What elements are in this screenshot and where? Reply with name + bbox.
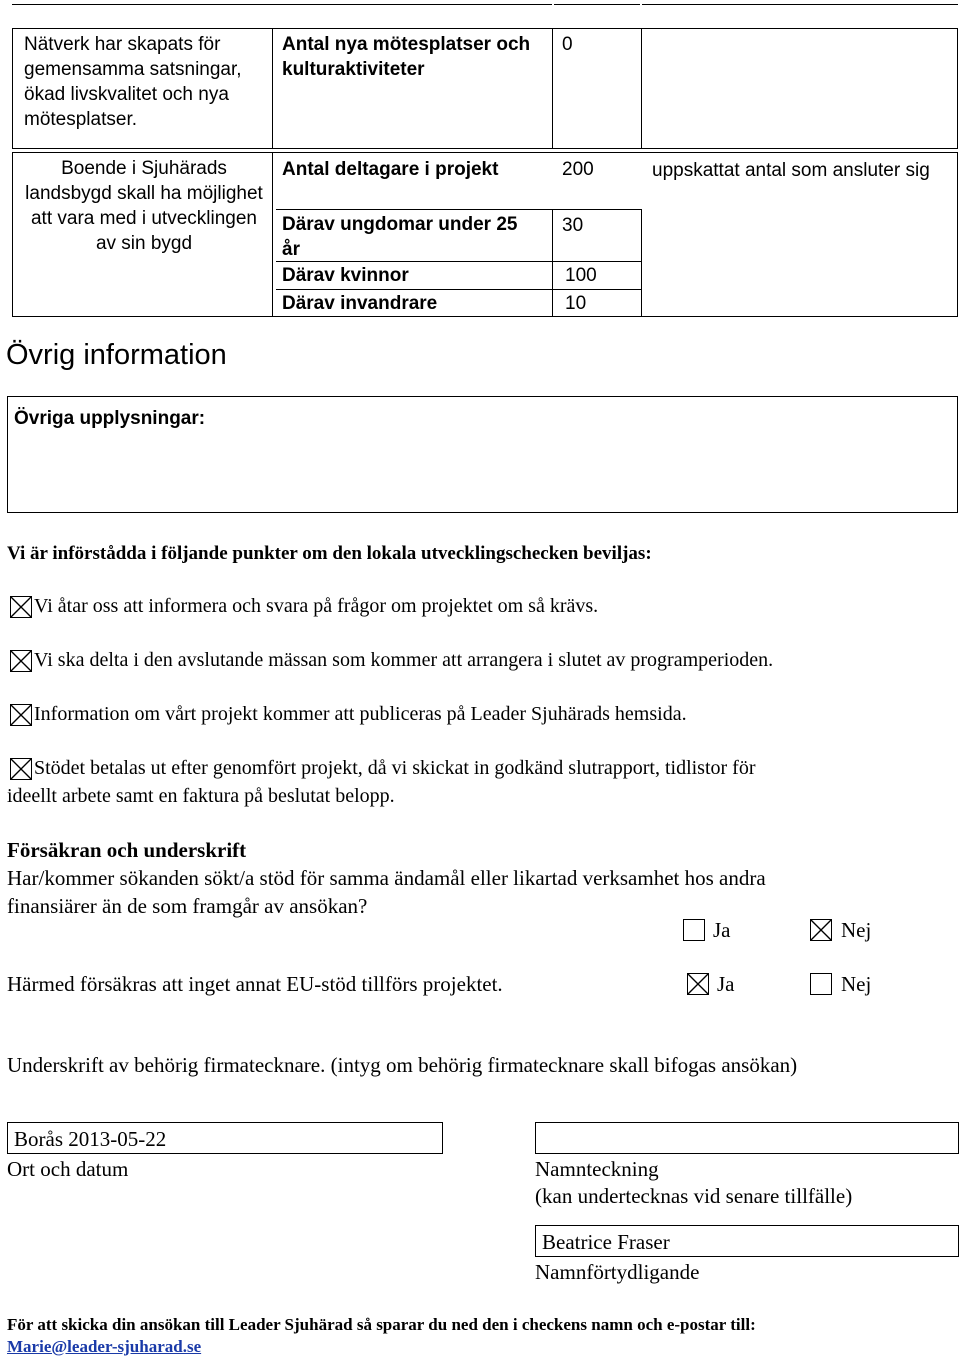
goal-network: Nätverk har skapats för gemensamma satsningar, ökad livskvalitet och nya mötesplatser. [24, 34, 242, 130]
participants-label: Antal deltagare i projekt [282, 159, 499, 180]
declaration-question-1-line1: Har/kommer sökanden sökt/a stöd för samma ändamål eller likartad verksamhet hos andra [7, 866, 766, 890]
women-value: 100 [565, 265, 597, 286]
agreement-heading: Vi är införstådda i följande punkter om den lokala utvecklingschecken beviljas: [7, 543, 652, 564]
q1-yes-label: Ja [713, 918, 731, 942]
agreement-text-3: Information om vårt projekt kommer att publiceras på Leader Sjuhärads hemsida. [34, 703, 687, 725]
agreement-text-1: Vi åtar oss att informera och svara på frågor om projektet om så krävs. [34, 595, 599, 617]
value-meeting-places: 0 [562, 34, 573, 55]
signature-field[interactable] [535, 1122, 959, 1154]
women-label: Därav kvinnor [282, 265, 409, 286]
q1-yes-checkbox[interactable] [683, 919, 705, 941]
place-date-field[interactable] [7, 1122, 443, 1154]
participants-value: 200 [562, 159, 594, 180]
signature-sublabel: (kan undertecknas vid senare tillfälle) [535, 1184, 853, 1208]
agreement-text-2: Vi ska delta i den avslutande mässan som kommer att arrangera i slutet av programperioden. [34, 649, 774, 671]
q2-no-label: Nej [841, 972, 872, 996]
agreement-text-4-cont: ideellt arbete samt en faktura på beslutat belopp. [7, 785, 395, 807]
q1-no-label: Nej [841, 918, 872, 942]
q1-no-checkbox[interactable] [810, 919, 832, 941]
footer-text: För att skicka din ansökan till Leader Sjuhärad så sparar du ned den i checkens namn och e-postar till: [7, 1315, 756, 1334]
declaration-question-2: Härmed försäkras att inget annat EU-stöd tillförs projektet. [7, 972, 503, 996]
goal-rural: Boende i Sjuhärads landsbygd skall ha möjlighet att vara med i utvecklingen av sin bygd [25, 158, 263, 254]
agreement-checkbox-3[interactable] [10, 704, 32, 726]
other-info-heading: Övrig information [6, 339, 227, 371]
indicator-meeting-places: Antal nya mötesplatser och kulturaktiviteter [282, 34, 531, 80]
participants-note: uppskattat antal som ansluter sig [652, 160, 930, 181]
immigrants-label: Därav invandrare [282, 293, 438, 314]
agreement-checkbox-1[interactable] [10, 596, 32, 618]
youth-label: Därav ungdomar under 25 år [282, 214, 518, 260]
footer-email-link[interactable]: Marie@leader-sjuharad.se [7, 1337, 202, 1356]
agreement-checkbox-2[interactable] [10, 650, 32, 672]
q2-no-checkbox[interactable] [810, 973, 832, 995]
name-value: Beatrice Fraser [542, 1230, 670, 1254]
place-date-label: Ort och datum [7, 1157, 129, 1181]
declaration-question-1-line2: finansiärer än de som framgår av ansökan? [7, 894, 368, 918]
signature-label: Namnteckning [535, 1157, 659, 1181]
declaration-heading: Försäkran och underskrift [7, 838, 247, 862]
signature-note: Underskrift av behörig firmatecknare. (intyg om behörig firmatecknare skall bifogas ansökan) [7, 1053, 798, 1077]
declaration-question-1 [7, 864, 766, 920]
name-label: Namnförtydligande [535, 1260, 700, 1284]
agreement-checkbox-4[interactable] [10, 758, 32, 780]
name-field[interactable] [535, 1225, 959, 1257]
q2-yes-checkbox[interactable] [687, 973, 709, 995]
immigrants-value: 10 [565, 293, 587, 314]
other-info-label: Övriga upplysningar: [14, 408, 206, 429]
q2-yes-label: Ja [717, 972, 735, 996]
youth-value: 30 [562, 215, 584, 236]
agreement-text-4: Stödet betalas ut efter genomfört projekt, då vi skickat in godkänd slutrapport, tidlistor för [34, 757, 756, 779]
other-info-box[interactable] [7, 396, 958, 513]
place-date-value: Borås 2013-05-22 [14, 1127, 167, 1151]
